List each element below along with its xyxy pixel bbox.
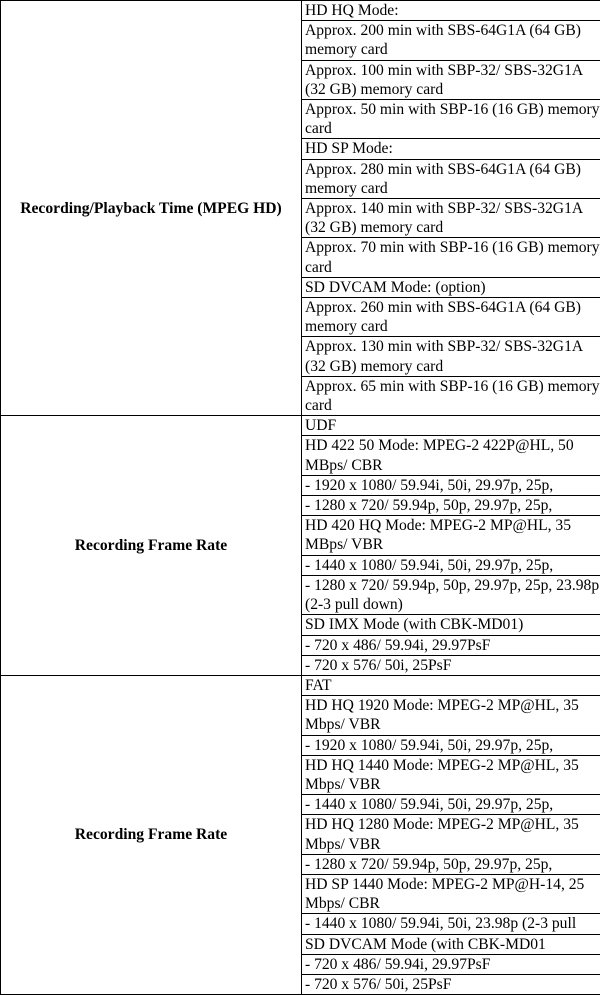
table-cell: Approx. 280 min with SBS-64G1A (64 GB) memory card: [302, 159, 600, 198]
table-cell: HD HQ 1280 Mode: MPEG-2 MP@HL, 35 Mbps/ VBR: [302, 815, 600, 854]
table-cell: - 1920 x 1080/ 59.94i, 50i, 29.97p, 25p,: [302, 735, 600, 755]
table-cell: UDF: [302, 416, 600, 436]
table-cell: HD 422 50 Mode: MPEG-2 422P@HL, 50 MBps/ CBR: [302, 436, 600, 475]
table-cell: Approx. 65 min with SBP-16 (16 GB) memory card: [302, 376, 600, 415]
table-cell: Approx. 50 min with SBP-16 (16 GB) memory card: [302, 100, 600, 139]
row-label-recording-frame-rate-fat: Recording Frame Rate: [1, 675, 302, 994]
table-cell: - 720 x 576/ 50i, 25PsF: [302, 974, 600, 994]
table-cell: - 1280 x 720/ 59.94p, 50p, 29.97p, 25p,: [302, 854, 600, 874]
table-cell: SD DVCAM Mode: (option): [302, 277, 600, 297]
table-cell: Approx. 200 min with SBS-64G1A (64 GB) memory card: [302, 21, 600, 60]
row-label-recording-playback-time: Recording/Playback Time (MPEG HD): [1, 1, 302, 416]
table-cell: FAT: [302, 675, 600, 695]
table-row: [1, 416, 600, 436]
table-cell: - 1920 x 1080/ 59.94i, 50i, 29.97p, 25p,: [302, 475, 600, 495]
table-cell: - 720 x 486/ 59.94i, 29.97PsF: [302, 954, 600, 974]
table-cell: HD HQ Mode:: [302, 1, 600, 21]
table-cell: HD 420 HQ Mode: MPEG-2 MP@HL, 35 MBps/ VBR: [302, 516, 600, 555]
table-cell: - 720 x 576/ 50i, 25PsF: [302, 655, 600, 675]
table-cell: HD SP 1440 Mode: MPEG-2 MP@H-14, 25 Mbps/ CBR: [302, 874, 600, 913]
table-cell: - 1280 x 720/ 59.94p, 50p, 29.97p, 25p,: [302, 496, 600, 516]
table-cell: - 720 x 486/ 59.94i, 29.97PsF: [302, 635, 600, 655]
table-cell: Approx. 140 min with SBP-32/ SBS-32G1A (32 GB) memory card: [302, 199, 600, 238]
table-row: [1, 1, 600, 21]
table-cell: - 1440 x 1080/ 59.94i, 50i, 29.97p, 25p,: [302, 555, 600, 575]
table-cell: Approx. 70 min with SBP-16 (16 GB) memory card: [302, 238, 600, 277]
table-cell: SD DVCAM Mode (with CBK-MD01: [302, 934, 600, 954]
table-cell: HD SP Mode:: [302, 139, 600, 159]
table-cell: HD HQ 1920 Mode: MPEG-2 MP@HL, 35 Mbps/ VBR: [302, 696, 600, 735]
row-label-recording-frame-rate-udf: Recording Frame Rate: [1, 416, 302, 676]
table-row: [1, 675, 600, 695]
table-cell: - 1280 x 720/ 59.94p, 50p, 29.97p, 25p, 23.98p (2-3 pull down): [302, 575, 600, 614]
table-cell: - 1440 x 1080/ 59.94i, 50i, 23.98p (2-3 pull: [302, 914, 600, 934]
table-cell: Approx. 100 min with SBP-32/ SBS-32G1A (32 GB) memory card: [302, 60, 600, 99]
table-cell: HD HQ 1440 Mode: MPEG-2 MP@HL, 35 Mbps/ VBR: [302, 755, 600, 794]
table-cell: Approx. 260 min with SBS-64G1A (64 GB) memory card: [302, 298, 600, 337]
table-cell: SD IMX Mode (with CBK-MD01): [302, 615, 600, 635]
table-cell: - 1440 x 1080/ 59.94i, 50i, 29.97p, 25p,: [302, 795, 600, 815]
table-cell: Approx. 130 min with SBP-32/ SBS-32G1A (32 GB) memory card: [302, 337, 600, 376]
